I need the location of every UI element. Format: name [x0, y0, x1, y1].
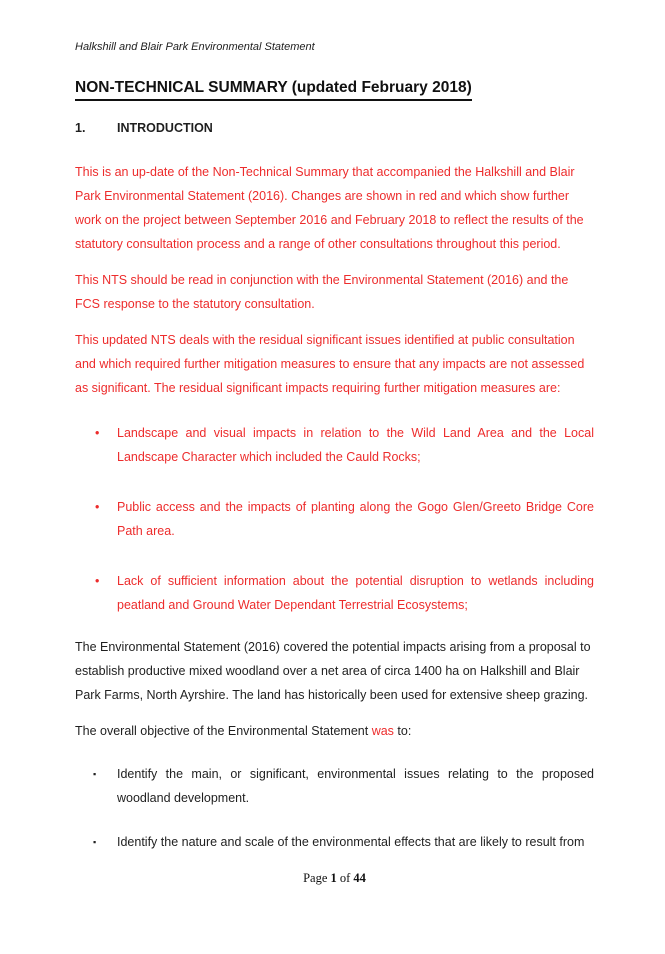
list-item: [75, 762, 594, 810]
residual-impacts-list: [75, 421, 594, 617]
list-item: [75, 421, 594, 469]
footer-of-label: of: [336, 871, 354, 885]
es-coverage-paragraph: The Environmental Statement (2016) covered the potential impacts arising from a proposal to establish productive mixed woodland over a net area of circa 1400 ha on Halkshill and Blair Park Farms, North Ayrshire. The land has historically been used for extensive sheep grazing.: [75, 640, 591, 702]
objectives-list: [75, 762, 594, 854]
list-item: [75, 495, 594, 543]
bullet-icon: •: [95, 426, 100, 440]
bullet-icon: •: [95, 500, 100, 514]
section-title: INTRODUCTION: [117, 121, 213, 135]
list-item: [75, 830, 594, 854]
objective-text-before: The overall objective of the Environmental Statement: [75, 724, 372, 738]
intro-paragraph-2: This NTS should be read in conjunction with the Environmental Statement (2016) and the FCS response to the statutory consultation.: [75, 273, 569, 311]
list-item-text: Lack of sufficient information about the potential disruption to wetlands including peatland and Ground Water Dependant Terrestrial Ecosystems;: [117, 574, 594, 612]
list-item-text: Identify the nature and scale of the environmental effects that are likely to result from: [117, 835, 585, 849]
list-item-text: Landscape and visual impacts in relation to the Wild Land Area and the Local Landscape Character which included the Cauld Rocks;: [117, 426, 594, 464]
list-item: [75, 569, 594, 617]
list-item-text: Identify the main, or significant, environmental issues relating to the proposed woodland development.: [117, 767, 594, 805]
running-header: Halkshill and Blair Park Environmental Statement: [75, 41, 315, 53]
square-bullet-icon: ▪: [93, 837, 97, 847]
objective-paragraph: [75, 719, 594, 743]
square-bullet-icon: ▪: [93, 769, 97, 779]
footer-total-pages: 44: [353, 871, 366, 885]
objective-red-word: was: [371, 724, 394, 738]
bullet-icon: •: [95, 574, 100, 588]
page-title: [75, 77, 594, 101]
intro-paragraph-3: This updated NTS deals with the residual significant issues identified at public consultation and which required further mitigation measures to ensure that any impacts are not assessed as significant. The residual significant impacts requiring further mitigation measures are:: [75, 333, 585, 395]
footer-page-number: 1: [330, 871, 337, 885]
objective-text-after: to:: [393, 724, 412, 738]
page-footer: [75, 870, 594, 886]
page-title-text: NON-TECHNICAL SUMMARY (updated February 2018): [75, 77, 472, 101]
section-heading: [75, 120, 594, 136]
section-number: 1.: [75, 121, 86, 135]
intro-paragraph-1: This is an up-date of the Non-Technical Summary that accompanied the Halkshill and Blair Park Environmental Statement (2016). Changes are shown in red and which show further work on the project between September 2016 and February 2018 to reflect the results of the statutory consultation process and a range of other consultations throughout this period.: [75, 165, 584, 251]
list-item-text: Public access and the impacts of planting along the Gogo Glen/Greeto Bridge Core Path area.: [117, 500, 594, 538]
footer-page-label: Page: [303, 871, 331, 885]
